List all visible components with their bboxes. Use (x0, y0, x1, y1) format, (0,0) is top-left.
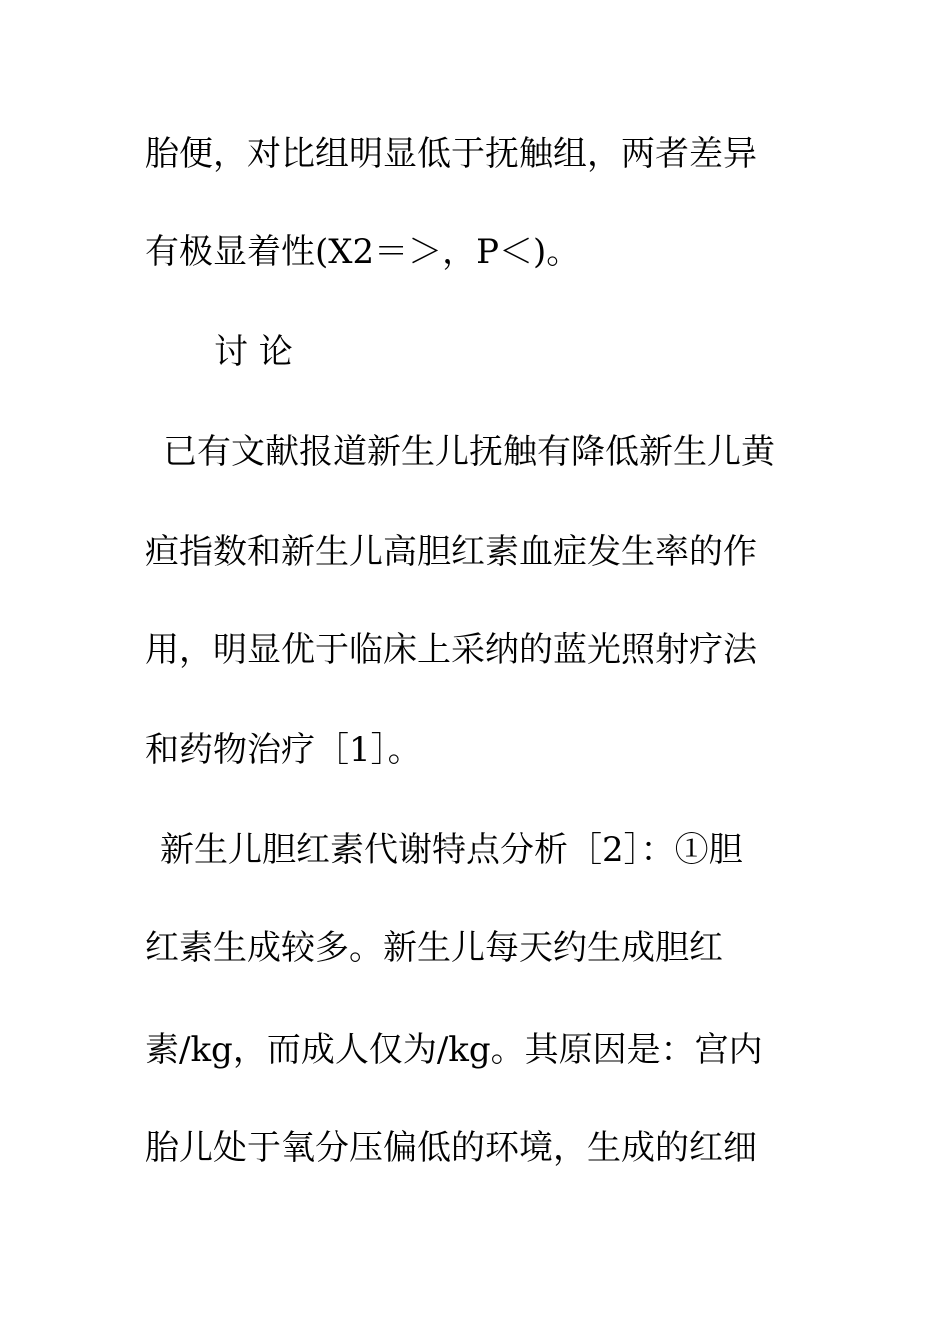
paragraph-line: 用，明显优于临床上采纳的蓝光照射疗法 (145, 630, 757, 670)
paragraph-line: 新生儿胆红素代谢特点分析［2］：①胆 (160, 830, 743, 870)
paragraph-line: 胎儿处于氧分压偏低的环境，生成的红细 (145, 1128, 757, 1168)
paragraph-line: 和药物治疗［1］。 (145, 730, 422, 770)
paragraph-line: 素/kg，而成人仅为/kg。其原因是：宫内 (145, 1030, 763, 1070)
section-heading: 讨 论 (214, 332, 293, 372)
paragraph-line: 已有文献报道新生儿抚触有降低新生儿黄 (163, 432, 775, 472)
paragraph-line: 胎便，对比组明显低于抚触组，两者差异 (145, 134, 757, 174)
paragraph-line: 有极显着性(X2＝＞，P＜)。 (145, 232, 581, 272)
paragraph-line: 红素生成较多。新生儿每天约生成胆红 (145, 928, 723, 968)
paragraph-line: 疸指数和新生儿高胆红素血症发生率的作 (145, 532, 757, 572)
